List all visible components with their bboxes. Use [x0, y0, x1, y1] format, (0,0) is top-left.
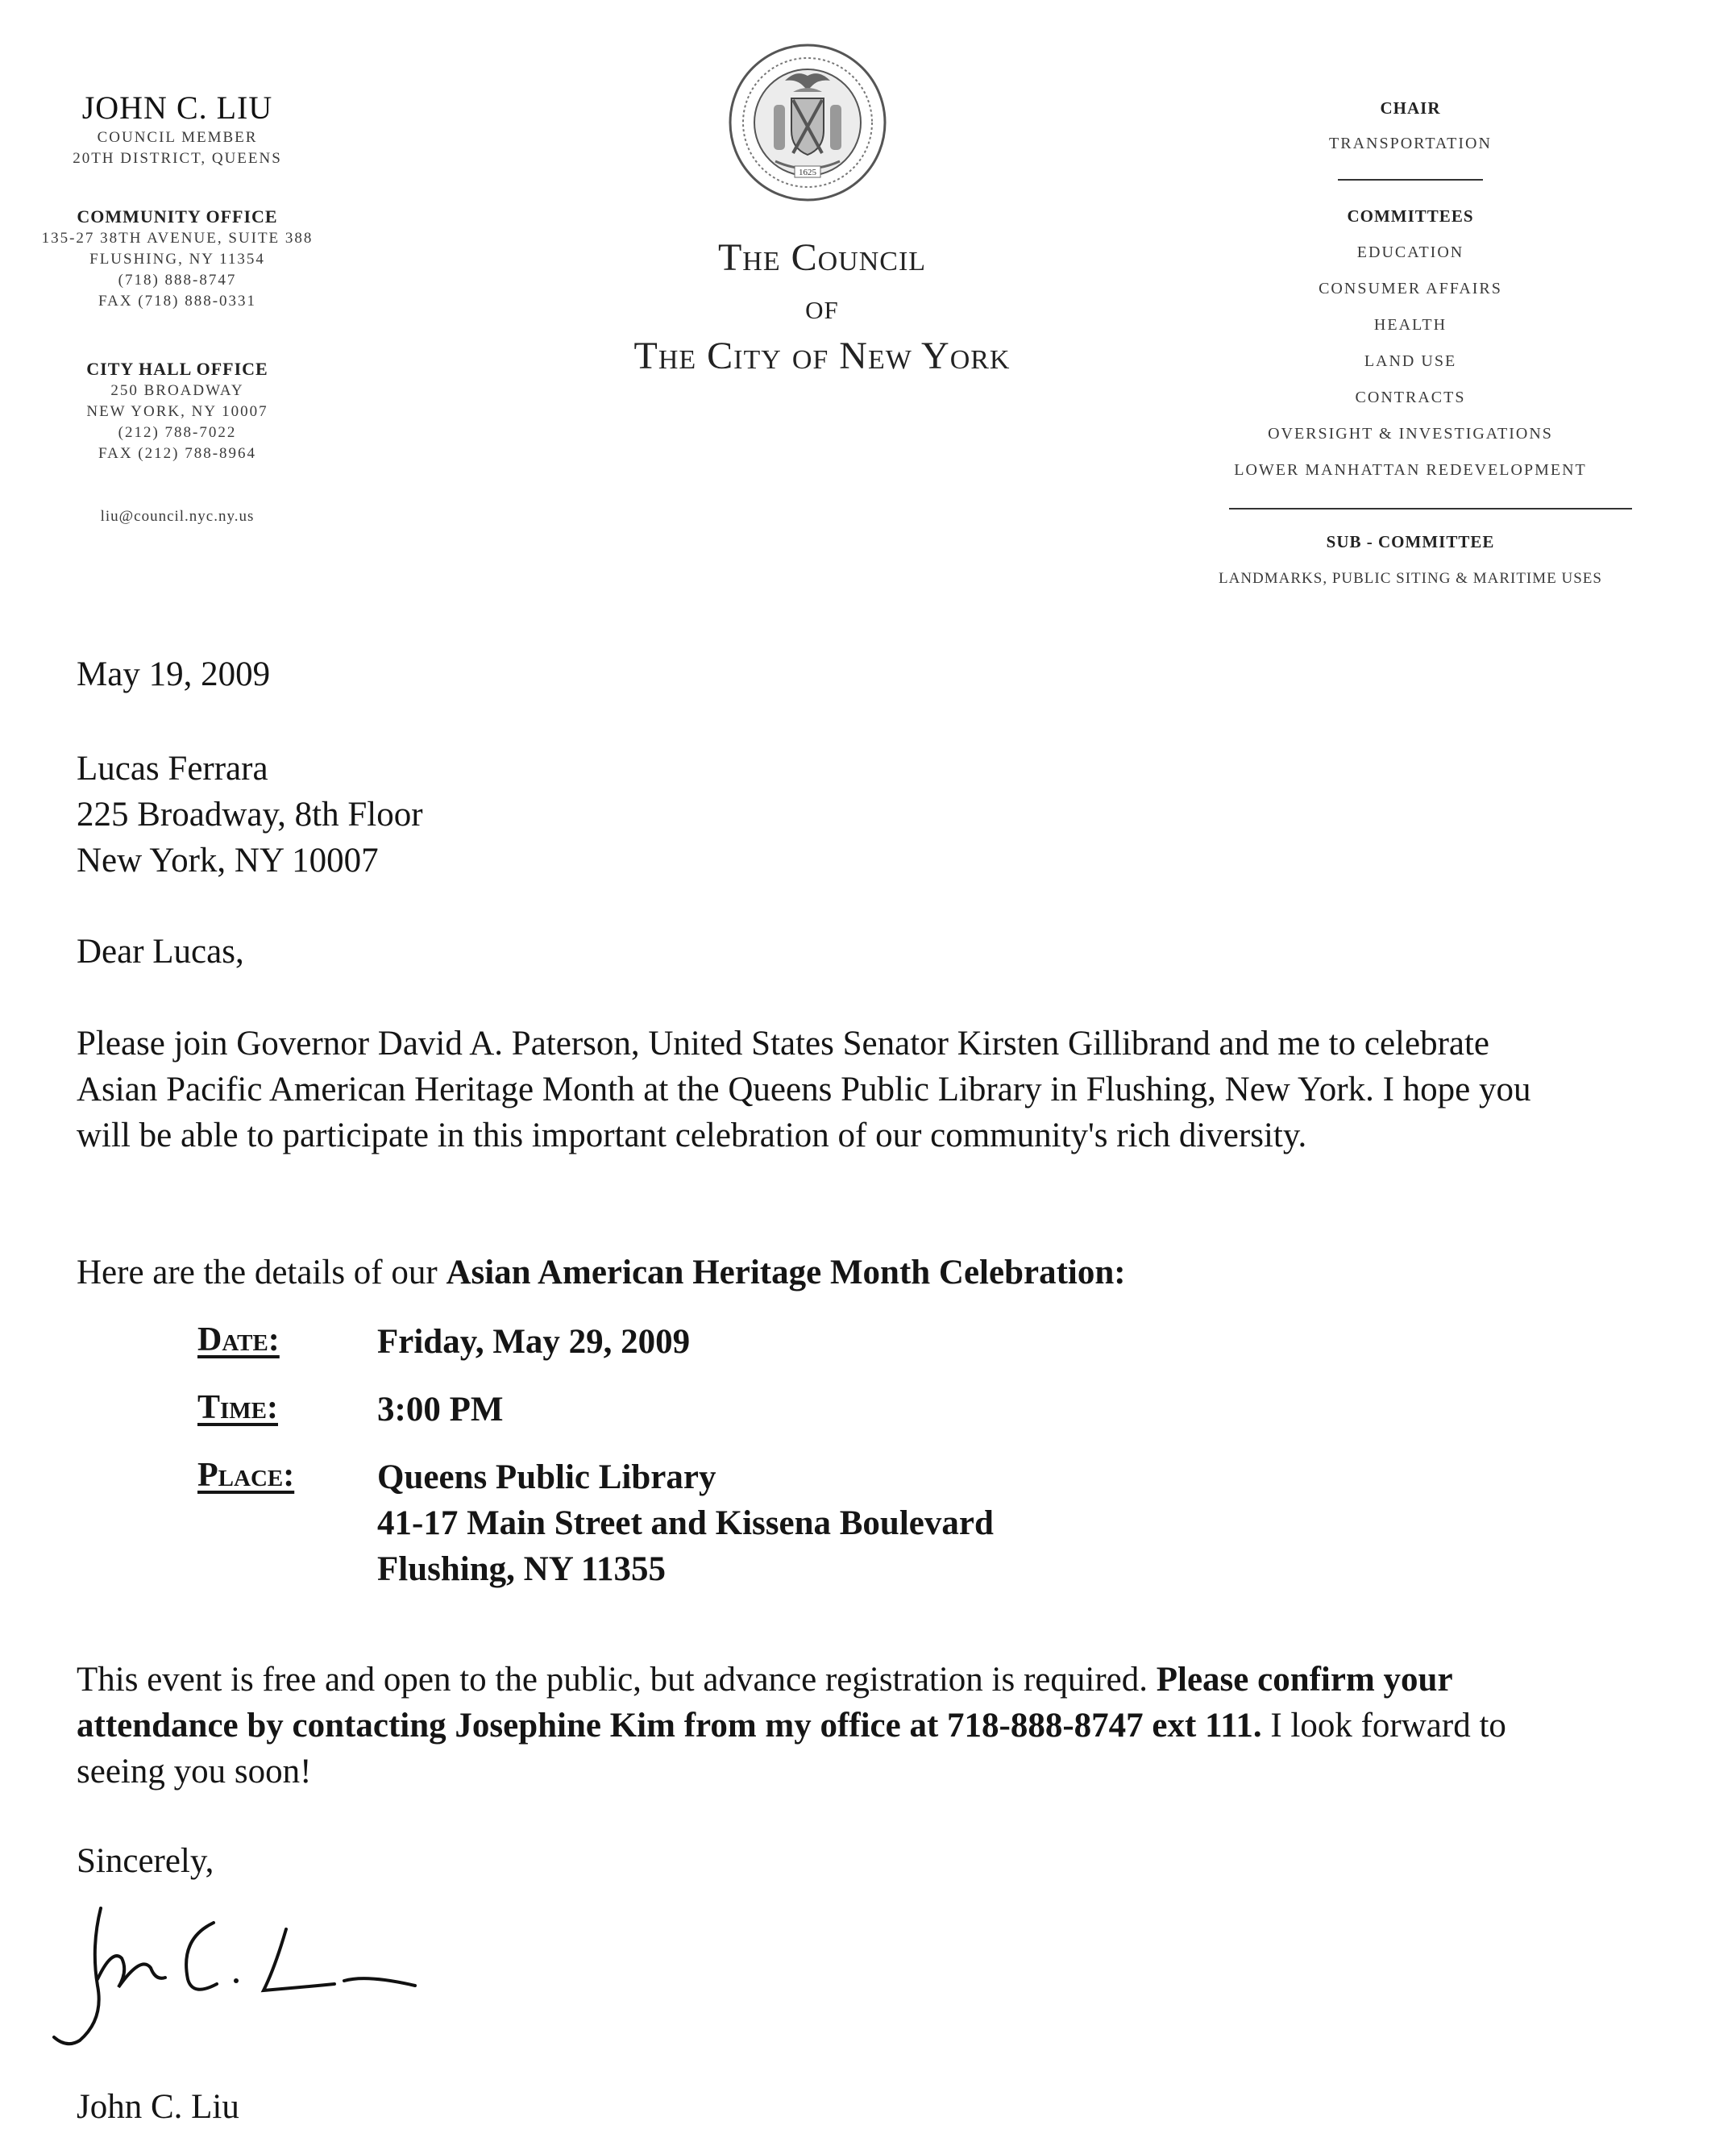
details-intro — [77, 1250, 1568, 1296]
council-title-line1: The Council — [717, 236, 927, 279]
committee-item: LAND USE — [1364, 352, 1457, 370]
handwritten-signature — [44, 1890, 447, 2052]
council-title-line2: of — [805, 287, 839, 326]
council-member-district: 20TH DISTRICT, QUEENS — [73, 150, 282, 167]
community-office-fax: FAX (718) 888-0331 — [98, 293, 257, 310]
nyc-seal-icon — [727, 42, 888, 203]
city-hall-office-fax: FAX (212) 788-8964 — [98, 445, 257, 462]
city-hall-office-label: CITY HALL OFFICE — [86, 359, 268, 379]
council-member-name: JOHN C. LIU — [81, 89, 273, 126]
committee-item: HEALTH — [1373, 316, 1447, 334]
email-address: liu@council.nyc.ny.us — [100, 508, 255, 525]
committee-item: OVERSIGHT & INVESTIGATIONS — [1268, 425, 1553, 443]
date-label: Date: — [197, 1321, 280, 1358]
time-label: Time: — [197, 1389, 278, 1426]
recipient-name: Lucas Ferrara — [77, 750, 268, 788]
seal-year: 1625 — [799, 168, 816, 177]
city-hall-office-address2: NEW YORK, NY 10007 — [86, 403, 268, 420]
closing-paragraph — [77, 1657, 1568, 1795]
subcommittee-label: SUB - COMMITTEE — [1326, 532, 1495, 551]
letter-date: May 19, 2009 — [77, 655, 271, 693]
community-office-address1: 135-27 38TH AVENUE, SUITE 388 — [41, 230, 314, 247]
community-office-address2: FLUSHING, NY 11354 — [89, 251, 265, 268]
closing-text-1: This event is free and open to the public, but advance registration is required. — [77, 1661, 1157, 1699]
community-office-label: COMMUNITY OFFICE — [77, 206, 278, 227]
signoff: Sincerely, — [77, 1842, 214, 1880]
committee-item: EDUCATION — [1356, 243, 1464, 261]
time-value: 3:00 PM — [377, 1391, 504, 1429]
salutation: Dear Lucas, — [77, 933, 244, 971]
city-hall-office-phone: (212) 788-7022 — [118, 424, 237, 441]
council-title-line3: The City of New York — [633, 335, 1011, 377]
committee-item: CONSUMER AFFAIRS — [1319, 280, 1502, 297]
place-line1: Queens Public Library — [377, 1458, 716, 1496]
details-event-name: Asian American Heritage Month Celebration: — [446, 1254, 1126, 1291]
place-line3: Flushing, NY 11355 — [377, 1550, 667, 1588]
chair-divider — [1338, 179, 1483, 181]
recipient-address2: New York, NY 10007 — [77, 842, 379, 880]
community-office-phone: (718) 888-8747 — [118, 272, 237, 289]
place-label: Place: — [197, 1457, 295, 1494]
committee-item: LOWER MANHATTAN REDEVELOPMENT — [1234, 461, 1587, 479]
subcommittee-value: LANDMARKS, PUBLIC SITING & MARITIME USES — [1219, 570, 1602, 587]
council-member-title: COUNCIL MEMBER — [97, 129, 258, 146]
chair-label: CHAIR — [1380, 98, 1441, 118]
closing-text-2: I look forward to seeing you soon! — [77, 1707, 1506, 1791]
committees-label: COMMITTEES — [1347, 206, 1474, 226]
committees-divider — [1229, 508, 1632, 510]
committee-item: CONTRACTS — [1355, 389, 1466, 406]
invitation-paragraph: Please join Governor David A. Paterson, United States Senator Kirsten Gillibrand and me to celebrate Asian Pacific American Heritage Month at the Queens Public Library in Flushing, New York. I hope you will be able to participate in this important celebration of our community's rich diversity. — [77, 1025, 1531, 1154]
details-intro-text: Here are the details of our — [77, 1254, 446, 1291]
signature-name: John C. Liu — [77, 2088, 239, 2126]
date-value: Friday, May 29, 2009 — [377, 1323, 691, 1361]
place-line2: 41-17 Main Street and Kissena Boulevard — [377, 1504, 994, 1542]
city-hall-office-address1: 250 BROADWAY — [110, 382, 244, 399]
chair-value: TRANSPORTATION — [1329, 135, 1492, 152]
confirmation-request: Please confirm your attendance by contacting Josephine Kim from my office at 718-888-8747 ext 111. — [77, 1661, 1452, 1745]
recipient-address1: 225 Broadway, 8th Floor — [77, 796, 423, 834]
